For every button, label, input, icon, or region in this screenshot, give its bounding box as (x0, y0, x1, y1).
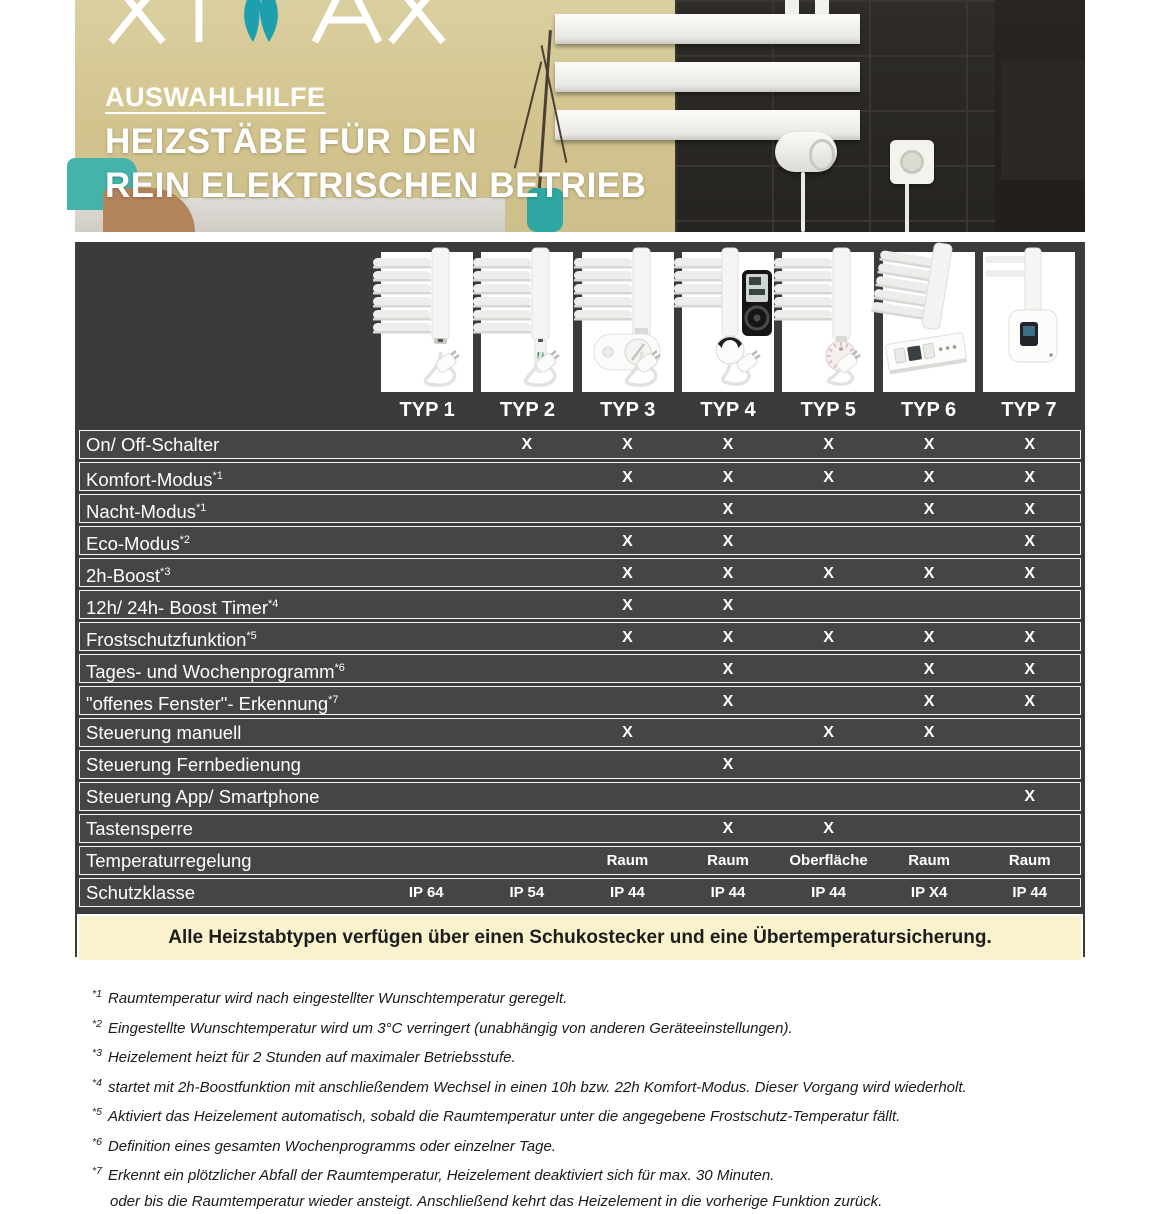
feature-cell-check: X (778, 724, 879, 742)
feature-row (79, 430, 1081, 459)
feature-row (79, 654, 1081, 683)
feature-cell-check: X (979, 565, 1080, 583)
feature-cell-value: IP X4 (879, 884, 980, 901)
footnote-line (92, 1159, 1085, 1189)
feature-cell-value: IP 64 (376, 884, 477, 901)
outlet-cable (905, 184, 909, 232)
feature-cell-check: X (678, 501, 779, 519)
feature-row (79, 814, 1081, 843)
hero-title-line2: REIN ELEKTRISCHEN BETRIEB (105, 166, 646, 206)
feature-label (80, 784, 376, 810)
footnote-text: startet mit 2h-Boostfunktion mit anschließendem Wechsel in einen 10h bzw. 22h Komfort-Modus. Dieser Vorgang wird wiederholt. (108, 1079, 967, 1096)
product-image-typ1 (381, 252, 473, 392)
feature-cell-check: X (979, 693, 1080, 711)
feature-cell-value: IP 54 (477, 884, 578, 901)
footnote-line (92, 1130, 1085, 1160)
product-image-typ2 (481, 252, 573, 392)
feature-row (79, 558, 1081, 587)
footnote-marker: *3 (92, 1047, 102, 1059)
footnote-text: Raumtemperatur wird nach eingestellter Wunschtemperatur geregelt. (108, 990, 567, 1007)
feature-cell-check: X (678, 661, 779, 679)
feature-row (79, 622, 1081, 651)
feature-label-text: Steuerung manuell (86, 722, 241, 743)
feature-label (80, 591, 376, 621)
footnote-line (92, 1012, 1085, 1042)
footnote-text: oder bis die Raumtemperatur wieder ansteigt. Anschließend kehrt das Heizelement in die vorherige Funktion zurück. (92, 1193, 882, 1210)
feature-cell-check: X (879, 469, 980, 487)
type-column-header: TYP 7 (979, 396, 1079, 424)
feature-row (79, 462, 1081, 491)
footnote-text: Aktiviert das Heizelement automatisch, sobald die Raumtemperatur unter die angegebene Frostschutz-Temperatur fällt. (108, 1108, 900, 1125)
thermostat-cable (801, 172, 805, 232)
feature-label (80, 848, 376, 874)
footnote-marker: *1 (212, 470, 222, 482)
footnote-line (92, 1100, 1085, 1130)
feature-row (79, 878, 1081, 907)
feature-cell-check: X (979, 661, 1080, 679)
feature-label-text: Nacht-Modus (86, 501, 196, 522)
feature-label-text: Tages- und Wochenprogramm (86, 661, 335, 682)
feature-label-text: Temperaturregelung (86, 850, 252, 871)
feature-label-text: Komfort-Modus (86, 469, 212, 490)
feature-cell-check: X (879, 629, 980, 647)
info-banner (77, 914, 1083, 962)
feature-rows (75, 430, 1085, 907)
footnote-marker: *4 (92, 1077, 102, 1089)
cabinet-door (1001, 60, 1085, 180)
ximax-logo (103, 0, 443, 50)
type-header-row (75, 392, 1085, 430)
footnote-line (92, 982, 1085, 1012)
feature-cell-check: X (778, 629, 879, 647)
type-column-header: TYP 2 (477, 396, 577, 424)
feature-cell-check: X (879, 565, 980, 583)
type-column-header: TYP 5 (778, 396, 878, 424)
feature-cell-check: X (678, 629, 779, 647)
type-column-header: TYP 4 (678, 396, 778, 424)
comparison-table (75, 242, 1085, 957)
feature-cell-check: X (678, 597, 779, 615)
wall-outlet (890, 140, 934, 184)
feature-label (80, 527, 376, 557)
ximax-m-icon (244, 0, 278, 42)
footnote-text: Eingestellte Wunschtemperatur wird um 3°C verringert (unabhängig von anderen Geräteeinstellungen). (108, 1020, 793, 1037)
feature-cell-check: X (778, 820, 879, 838)
feature-row (79, 526, 1081, 555)
feature-label (80, 432, 376, 458)
footnote-marker: *7 (92, 1165, 102, 1177)
product-image-typ6 (883, 252, 975, 392)
feature-label (80, 880, 376, 906)
hero-photo (75, 0, 1085, 232)
feature-label (80, 687, 376, 717)
footnote-text: Definition eines gesamten Wochenprogramms oder einzelner Tage. (108, 1138, 556, 1155)
feature-cell-check: X (577, 629, 678, 647)
feature-label (80, 463, 376, 493)
feature-cell-check: X (678, 533, 779, 551)
footnote-marker: *6 (92, 1136, 102, 1148)
footnote-marker: *5 (92, 1106, 102, 1118)
feature-label (80, 623, 376, 653)
product-image-typ7 (983, 252, 1075, 392)
feature-cell-value: IP 44 (778, 884, 879, 901)
feature-cell-check: X (979, 629, 1080, 647)
feature-cell-check: X (778, 565, 879, 583)
footnote-marker: *5 (246, 630, 256, 642)
feature-label (80, 816, 376, 842)
feature-row (79, 782, 1081, 811)
feature-row (79, 494, 1081, 523)
footnote-line (92, 1041, 1085, 1071)
feature-row (79, 718, 1081, 747)
footnote-marker: *3 (160, 566, 170, 578)
feature-row (79, 750, 1081, 779)
feature-cell-value: Raum (577, 852, 678, 869)
feature-cell-check: X (577, 469, 678, 487)
footnote-text: Erkennt ein plötzlicher Abfall der Raumtemperatur, Heizelement deaktiviert sich für max. 30 Minuten. (108, 1167, 774, 1184)
footnote-marker: *1 (196, 502, 206, 514)
footnote-marker: *7 (328, 694, 338, 706)
feature-row (79, 590, 1081, 619)
feature-cell-check: X (979, 533, 1080, 551)
feature-cell-check: X (979, 469, 1080, 487)
feature-cell-check: X (577, 597, 678, 615)
hero-tagline: AUSWAHLHILFE (105, 82, 325, 113)
feature-cell-value: IP 44 (678, 884, 779, 901)
feature-cell-value: Raum (678, 852, 779, 869)
product-images-row (75, 242, 1085, 392)
feature-row (79, 686, 1081, 715)
feature-cell-check: X (577, 724, 678, 742)
radiator-thermostat (775, 132, 837, 172)
feature-cell-check: X (979, 788, 1080, 806)
product-image-typ4 (682, 252, 774, 392)
type-column-header: TYP 3 (578, 396, 678, 424)
footnote-marker: *1 (92, 988, 102, 1000)
feature-cell-check: X (879, 693, 980, 711)
feature-cell-value: Raum (979, 852, 1080, 869)
feature-cell-value: Raum (879, 852, 980, 869)
feature-label-text: 2h-Boost (86, 565, 160, 586)
feature-cell-check: X (879, 661, 980, 679)
footnote-marker: *2 (92, 1018, 102, 1030)
feature-label-text: Steuerung Fernbedienung (86, 754, 301, 775)
feature-cell-check: X (678, 820, 779, 838)
feature-label-text: 12h/ 24h- Boost Timer (86, 597, 268, 618)
feature-cell-check: X (678, 469, 779, 487)
feature-label (80, 655, 376, 685)
feature-label-text: "offenes Fenster"- Erkennung (86, 693, 328, 714)
feature-cell-check: X (778, 436, 879, 454)
feature-cell-check: X (778, 469, 879, 487)
feature-cell-check: X (678, 436, 779, 454)
feature-cell-check: X (879, 436, 980, 454)
branch-decoration (514, 61, 543, 168)
feature-label-text: Eco-Modus (86, 533, 180, 554)
hero-title-line1: HEIZSTÄBE FÜR DEN (105, 122, 477, 162)
feature-cell-check: X (577, 533, 678, 551)
footnotes (75, 982, 1085, 1214)
type-column-header: TYP 6 (878, 396, 978, 424)
feature-cell-value: IP 44 (979, 884, 1080, 901)
feature-label-text: Schutzklasse (86, 882, 195, 903)
footnote-line (92, 1189, 1085, 1214)
product-image-typ5 (782, 252, 874, 392)
feature-label-text: Frostschutzfunktion (86, 629, 246, 650)
feature-cell-check: X (979, 501, 1080, 519)
feature-cell-check: X (678, 756, 779, 774)
feature-label-text: Tastensperre (86, 818, 193, 839)
info-banner-text: Alle Heizstabtypen verfügen über einen Schukostecker und eine Übertemperatursicherung. (168, 927, 992, 949)
feature-cell-check: X (678, 565, 779, 583)
feature-cell-value: Oberfläche (778, 852, 879, 869)
product-image-typ3 (582, 252, 674, 392)
feature-label (80, 752, 376, 778)
feature-label (80, 559, 376, 589)
type-column-header: TYP 1 (377, 396, 477, 424)
feature-cell-check: X (879, 501, 980, 519)
feature-cell-check: X (879, 724, 980, 742)
feature-label (80, 495, 376, 525)
footnote-marker: *2 (180, 534, 190, 546)
feature-cell-check: X (477, 436, 578, 454)
footnote-text: Heizelement heizt für 2 Stunden auf maximaler Betriebsstufe. (108, 1049, 516, 1066)
feature-label-text: Steuerung App/ Smartphone (86, 786, 319, 807)
feature-cell-check: X (577, 565, 678, 583)
footnote-line (92, 1071, 1085, 1101)
feature-label-text: On/ Off-Schalter (86, 434, 219, 455)
feature-cell-check: X (678, 693, 779, 711)
footnote-marker: *4 (268, 598, 278, 610)
feature-cell-value: IP 44 (577, 884, 678, 901)
feature-cell-check: X (979, 436, 1080, 454)
footnote-marker: *6 (335, 662, 345, 674)
feature-label (80, 720, 376, 746)
feature-cell-check: X (577, 436, 678, 454)
feature-row (79, 846, 1081, 875)
